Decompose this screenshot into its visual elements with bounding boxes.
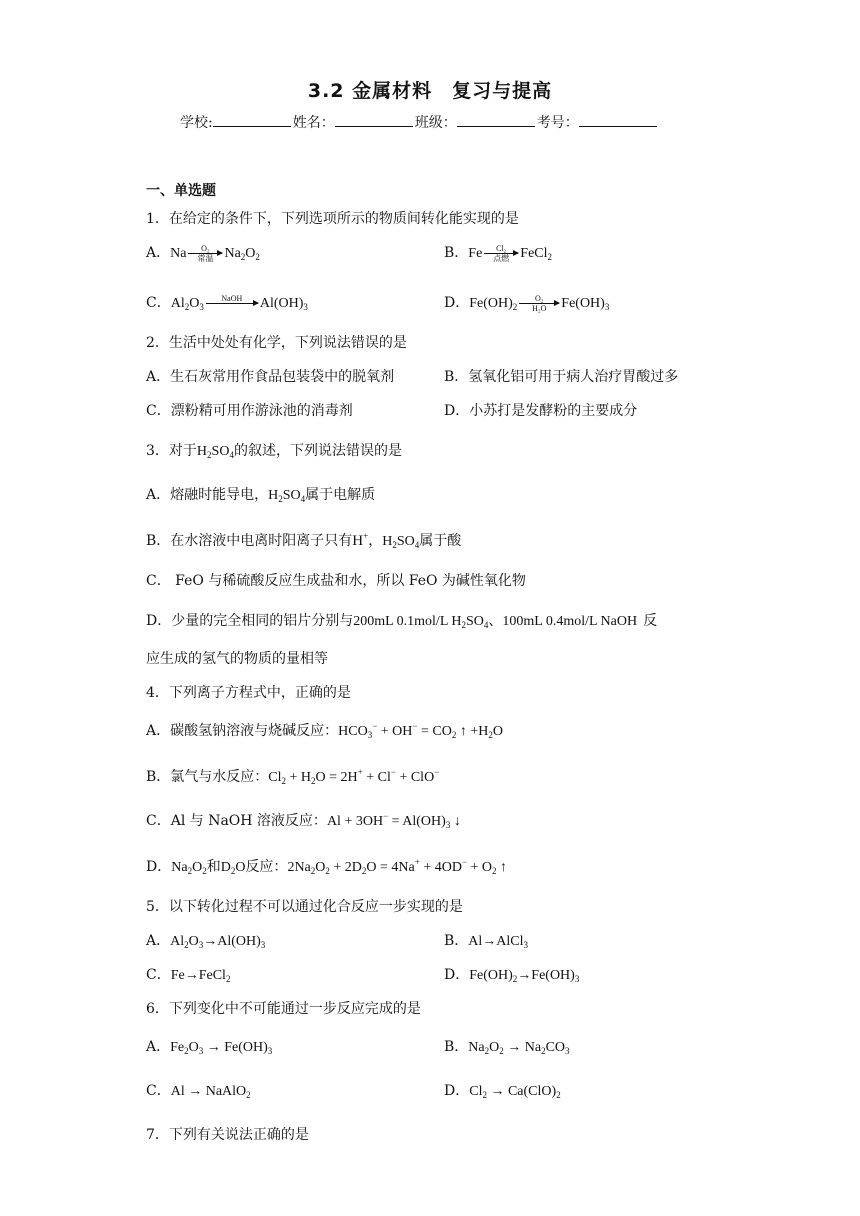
school-blank[interactable] <box>213 114 291 127</box>
q6-stem: 6．下列变化中不可能通过一步反应完成的是 <box>146 1001 421 1017</box>
q3-option-d-line2: 应生成的氢气的物质的量相等 <box>146 651 328 667</box>
q6-option-d[interactable]: D．$Cl_2 \to Ca(ClO)_2$ <box>444 1083 561 1100</box>
name-label: 姓名： <box>292 115 335 131</box>
q5-option-a[interactable]: A．$Al_2O_3\to Al(OH)_3$ <box>146 933 266 950</box>
q4-option-c[interactable]: C．Al 与 NaOH 溶液反应：$Al + 3OH^- = Al(OH)_3$ ↓ <box>146 811 461 830</box>
page-title: 3.2 金属材料 复习与提高 <box>307 80 553 102</box>
q5-option-c[interactable]: C．Fe→FeCl$_2$ <box>146 967 231 984</box>
q3-stem: 3．对于$H_2SO_4$的叙述，下列说法错误的是 <box>146 443 402 460</box>
q5-option-b[interactable]: B．Al→AlCl$_3$ <box>444 933 529 950</box>
student-info-line <box>180 112 659 132</box>
school-label: 学校: <box>180 115 213 131</box>
q1-stem: 1．在给定的条件下，下列选项所示的物质间转化能实现的是 <box>146 211 519 227</box>
q7-stem: 7．下列有关说法正确的是 <box>146 1127 309 1143</box>
q2-option-d[interactable]: D．小苏打是发酵粉的主要成分 <box>444 403 638 419</box>
q5-option-d[interactable]: D．$Fe(OH)_2\to Fe(OH)_3$ <box>444 967 580 984</box>
q1-option-d[interactable]: D．$Fe(OH)_2$ $\frac{\text{O₂}}{\text{H₂O}}$ $Fe(OH)_3$ <box>444 294 610 314</box>
q5-stem: 5．以下转化过程不可以通过化合反应一步实现的是 <box>146 899 463 915</box>
class-label: 班级： <box>414 115 457 131</box>
q3-option-b[interactable]: B．在水溶液中电离时阳离子只有H+，$H_2SO_4$属于酸 <box>146 531 462 550</box>
q3-option-d[interactable]: D．少量的完全相同的铝片分别与200mL 0.1mol/L $H_2SO_4$、100mL 0.4mol/L NaOH 反 <box>146 613 658 630</box>
exam-label: 考号： <box>536 115 579 131</box>
section-heading: 一、单选题 <box>146 183 216 199</box>
q1-option-b[interactable]: B．Fe Cl₂ 点燃 FeCl$_2$ <box>444 244 553 264</box>
exam-blank[interactable] <box>579 114 657 127</box>
name-blank[interactable] <box>335 114 413 127</box>
q3-option-a[interactable]: A．熔融时能导电，$H_2SO_4$属于电解质 <box>146 487 376 504</box>
q1-option-a[interactable]: A．Na O₂ 常温 $Na_2O_2$ <box>146 244 260 264</box>
q4-option-b[interactable]: B．氯气与水反应：$Cl_2 + H_2O = 2H^+ + Cl^- + ClO^-$ <box>146 767 440 786</box>
q2-stem: 2．生活中处处有化学，下列说法错误的是 <box>146 335 407 351</box>
q4-option-a[interactable]: A．碳酸氢钠溶液与烧碱反应：$HCO_3^- + OH^- = CO_2$ ↑ $+H_2O$ <box>146 721 503 740</box>
q6-option-c[interactable]: C．Al → NaAlO$_2$ <box>146 1083 251 1100</box>
q3-option-c[interactable]: C． FeO 与稀硫酸反应生成盐和水，所以 FeO 为碱性氧化物 <box>146 573 526 589</box>
q1-option-c[interactable]: C．$Al_2O_3$ NaOH $Al(OH)_3$ <box>146 294 308 312</box>
q4-stem: 4．下列离子方程式中，正确的是 <box>146 685 351 701</box>
q2-option-b[interactable]: B．氢氧化铝可用于病人治疗胃酸过多 <box>444 369 679 385</box>
q4-option-d[interactable]: D．$Na_2O_2$和$D_2O$反应：$2Na_2O_2 + 2D_2O = 4Na^+ + 4OD^- + O_2$ ↑ <box>146 857 508 876</box>
class-blank[interactable] <box>457 114 535 127</box>
q6-option-b[interactable]: B．$Na_2O_2 \to Na_2CO_3$ <box>444 1039 570 1056</box>
q6-option-a[interactable]: A．$Fe_2O_3 \to Fe(OH)_3$ <box>146 1039 273 1056</box>
q2-option-c[interactable]: C．漂粉精可用作游泳池的消毒剂 <box>146 403 353 419</box>
q2-option-a[interactable]: A．生石灰常用作食品包装袋中的脱氧剂 <box>146 369 395 385</box>
